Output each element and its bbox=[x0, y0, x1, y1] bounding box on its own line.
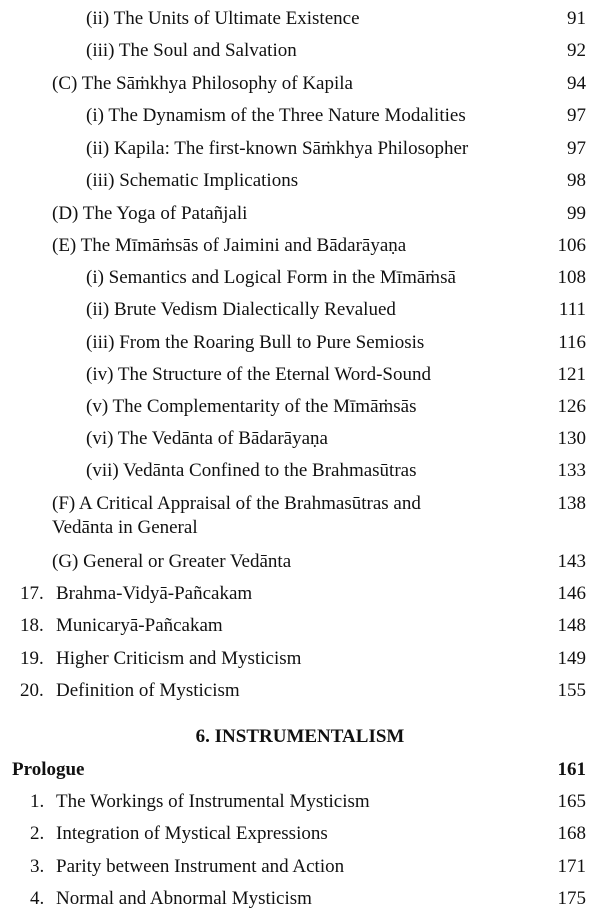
toc-entry bbox=[0, 72, 600, 96]
toc-entry-title: (iv) The Structure of the Eternal Word-Sound bbox=[86, 364, 431, 385]
toc-entry-number: 19. bbox=[20, 648, 44, 669]
toc-entry-page: 130 bbox=[557, 428, 586, 449]
toc-prologue-entry bbox=[0, 758, 600, 782]
toc-entry-page: 94 bbox=[567, 73, 586, 94]
toc-entry bbox=[0, 137, 600, 161]
toc-entry-page: 97 bbox=[567, 138, 586, 159]
toc-entry bbox=[0, 395, 600, 419]
toc-entry-number: 2. bbox=[30, 823, 45, 844]
toc-entry-number: 3. bbox=[30, 856, 45, 877]
toc-entry bbox=[0, 7, 600, 31]
toc-entry-page: 126 bbox=[557, 396, 586, 417]
toc-entry-title: (E) The Mīmāṁsās of Jaimini and Bādarāyaṇa bbox=[52, 235, 407, 256]
toc-entry-page: 111 bbox=[558, 299, 586, 320]
toc-entry-title: Higher Criticism and Mysticism bbox=[56, 648, 302, 669]
toc-entry bbox=[0, 679, 600, 703]
toc-entry bbox=[0, 331, 600, 355]
toc-entry bbox=[0, 234, 600, 258]
toc-entry-title: (i) Semantics and Logical Form in the Mīmāṁsā bbox=[86, 267, 456, 288]
toc-entry-title: (ii) Kapila: The first-known Sāṁkhya Philosopher bbox=[86, 138, 469, 159]
toc-entry bbox=[0, 790, 600, 814]
toc-entry bbox=[0, 104, 600, 128]
toc-entry-title: (C) The Sāṁkhya Philosophy of Kapila bbox=[52, 73, 353, 94]
toc-entry-title: (iii) From the Roaring Bull to Pure Semiosis bbox=[86, 332, 425, 353]
toc-entry-title: Definition of Mysticism bbox=[56, 680, 240, 701]
toc-entry-title: (v) The Complementarity of the Mīmāṁsās bbox=[86, 396, 417, 417]
toc-entry-page: 168 bbox=[557, 823, 586, 844]
toc-entry-title: (i) The Dynamism of the Three Nature Modalities bbox=[86, 105, 466, 126]
toc-entry-page: 116 bbox=[558, 332, 586, 353]
toc-entry bbox=[0, 266, 600, 290]
toc-entry-title: (F) A Critical Appraisal of the Brahmasūtras and Vedānta in General bbox=[52, 493, 421, 538]
toc-entry-title: (ii) Brute Vedism Dialectically Revalued bbox=[86, 299, 396, 320]
toc-entry-page: 98 bbox=[567, 170, 586, 191]
toc-entry-title: (ii) The Units of Ultimate Existence bbox=[86, 8, 360, 29]
toc-entry-page: 148 bbox=[557, 615, 586, 636]
toc-entry bbox=[0, 887, 600, 911]
toc-entry bbox=[0, 614, 600, 638]
toc-entry bbox=[0, 169, 600, 193]
toc-entry bbox=[0, 550, 600, 574]
toc-entry bbox=[0, 427, 600, 451]
toc-entry-title: Integration of Mystical Expressions bbox=[56, 823, 328, 844]
toc-entry-page: 138 bbox=[557, 493, 586, 514]
toc-entry-page: 121 bbox=[557, 364, 586, 385]
toc-entry bbox=[0, 202, 600, 226]
toc-entry-page: 106 bbox=[557, 235, 586, 256]
toc-entry-page: 97 bbox=[567, 105, 586, 126]
toc-entry-page: 149 bbox=[557, 648, 586, 669]
toc-entry-title: (vii) Vedānta Confined to the Brahmasūtras bbox=[86, 460, 417, 481]
toc-entry-page: 91 bbox=[567, 8, 586, 29]
toc-entry-title: (D) The Yoga of Patañjali bbox=[52, 203, 248, 224]
toc-entry bbox=[0, 647, 600, 671]
toc-entry-page: 165 bbox=[557, 791, 586, 812]
chapter-heading: 6. INSTRUMENTALISM bbox=[195, 726, 405, 747]
toc-entry bbox=[0, 459, 600, 483]
toc-entry-title: (iii) Schematic Implications bbox=[86, 170, 299, 191]
toc-entry bbox=[0, 39, 600, 63]
toc-entry-title: Brahma-Vidyā-Pañcakam bbox=[56, 583, 253, 604]
toc-entry-page: 143 bbox=[557, 551, 586, 572]
toc-entry-title: Prologue bbox=[12, 759, 85, 780]
toc-entry-title: The Workings of Instrumental Mysticism bbox=[56, 791, 370, 812]
toc-entry-title: (vi) The Vedānta of Bādarāyaṇa bbox=[86, 428, 328, 449]
toc-entry-title: (iii) The Soul and Salvation bbox=[86, 40, 297, 61]
toc-entry-page: 171 bbox=[557, 856, 586, 877]
toc-entry-title: (G) General or Greater Vedānta bbox=[52, 551, 292, 572]
toc-entry-number: 17. bbox=[20, 583, 44, 604]
toc-entry bbox=[0, 363, 600, 387]
toc-entry-page: 92 bbox=[567, 40, 586, 61]
toc-entry-title: Normal and Abnormal Mysticism bbox=[56, 888, 312, 909]
toc-entry bbox=[0, 822, 600, 846]
toc-entry-title: Parity between Instrument and Action bbox=[56, 856, 345, 877]
toc-entry-page: 146 bbox=[557, 583, 586, 604]
toc-entry-number: 20. bbox=[20, 680, 44, 701]
toc-entry bbox=[0, 582, 600, 606]
toc-entry-number: 4. bbox=[30, 888, 45, 909]
toc-entry-number: 18. bbox=[20, 615, 44, 636]
toc-entry-title: Municaryā-Pañcakam bbox=[56, 615, 223, 636]
toc-entry-page: 161 bbox=[557, 759, 586, 780]
toc-entry-page: 155 bbox=[557, 680, 586, 701]
toc-entry-page: 133 bbox=[557, 460, 586, 481]
toc-entry bbox=[0, 492, 600, 540]
toc-entry bbox=[0, 855, 600, 879]
toc-entry-number: 1. bbox=[30, 791, 45, 812]
toc-entry bbox=[0, 298, 600, 322]
toc-entry-page: 99 bbox=[567, 203, 586, 224]
toc-entry-page: 175 bbox=[557, 888, 586, 909]
toc-entry-page: 108 bbox=[557, 267, 586, 288]
